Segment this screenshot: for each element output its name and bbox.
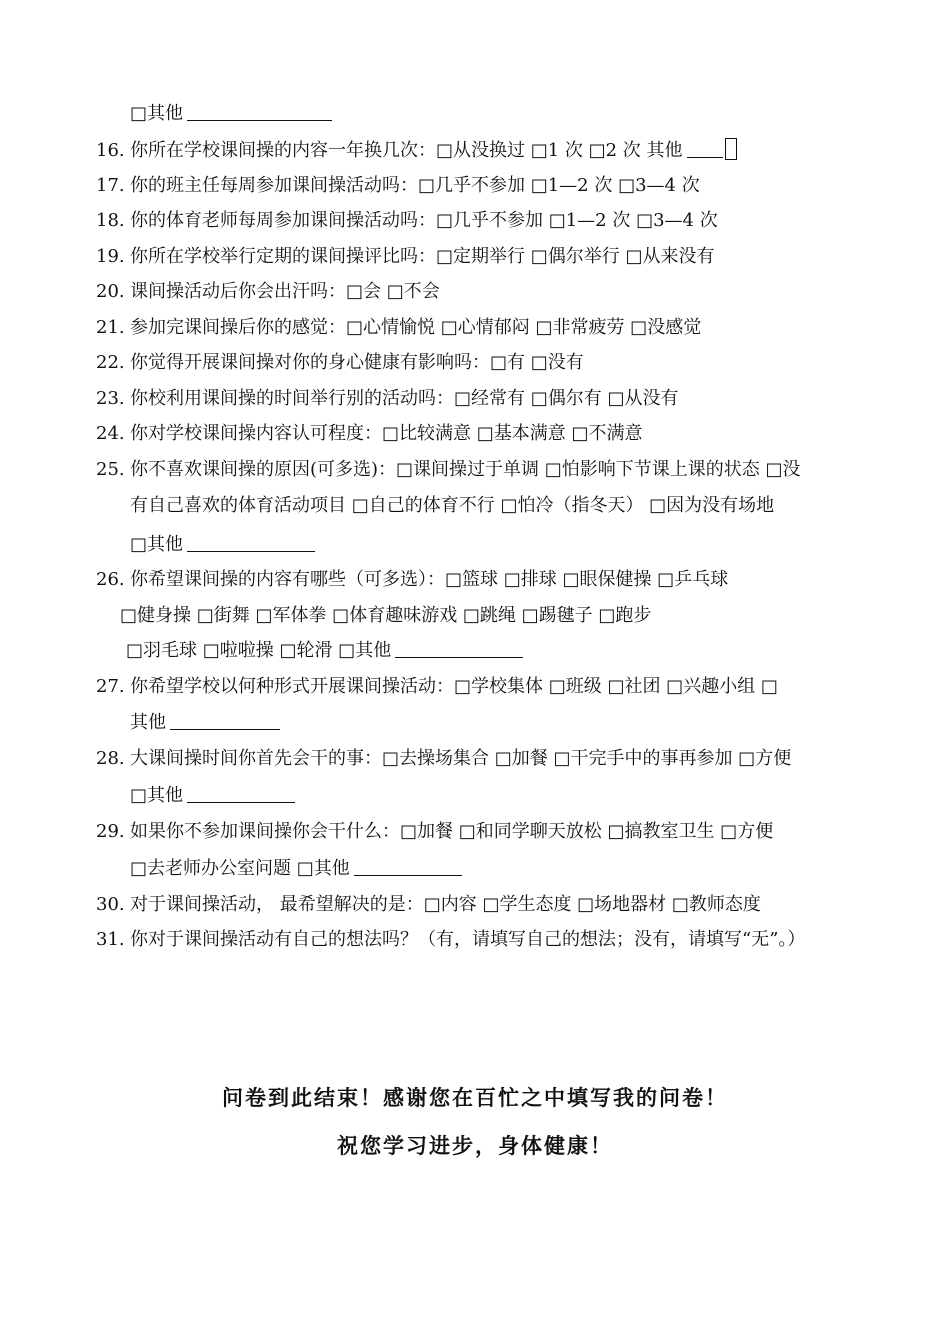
answer-box[interactable]: [725, 138, 737, 160]
question-text: 你对学校课间操内容认可程度：□比较满意 □基本满意 □不满意: [130, 423, 643, 444]
fill-in-blank[interactable]: [187, 784, 295, 803]
question-number: 21.: [96, 317, 125, 338]
fill-in-blank[interactable]: [187, 533, 315, 552]
question-line: [96, 174, 700, 198]
question-text: 你希望学校以何种形式开展课间操活动：□学校集体 □班级 □社团 □兴趣小组 □: [130, 676, 778, 697]
question-number: 26.: [96, 569, 125, 590]
question-line: [96, 387, 678, 411]
question-text: □羽毛球 □啦啦操 □轮滑 □其他: [126, 640, 392, 661]
question-number: 22.: [96, 352, 125, 373]
fill-in-blank[interactable]: [354, 857, 462, 876]
question-text: □其他: [130, 103, 184, 124]
question-number: 31.: [96, 929, 125, 950]
continuation-line: [130, 494, 774, 518]
question-text: 你对于课间操活动有自己的想法吗？（有，请填写自己的想法；没有，请填写“无”。）: [130, 929, 806, 950]
question-line: [96, 280, 440, 304]
question-text: □去老师办公室问题 □其他: [130, 858, 350, 879]
question-number: 28.: [96, 748, 125, 769]
question-line: [96, 351, 584, 375]
question-line: [96, 747, 791, 771]
question-text: 如果你不参加课间操你会干什么：□加餐 □和同学聊天放松 □搞教室卫生 □方便: [130, 821, 774, 842]
closing-message: 问卷到此结束！感谢您在百忙之中填写我的问卷！: [222, 1085, 728, 1110]
question-text: 你觉得开展课间操对你的身心健康有影响吗：□有 □没有: [130, 352, 584, 373]
question-number: 23.: [96, 388, 125, 409]
question-line: [96, 138, 737, 163]
continuation-line: [130, 711, 280, 735]
question-line: [96, 928, 805, 952]
question-line: [96, 820, 773, 844]
question-text: 对于课间操活动， 最希望解决的是：□内容 □学生态度 □场地器材 □教师态度: [130, 894, 761, 915]
question-line: [96, 316, 701, 340]
question-number: 16.: [96, 140, 125, 161]
question-text: 大课间操时间你首先会干的事：□去操场集合 □加餐 □干完手中的事再参加 □方便: [130, 748, 792, 769]
question-text: 你所在学校课间操的内容一年换几次：□从没换过 □1 次 □2 次 其他: [130, 140, 683, 161]
question-text: 你的体育老师每周参加课间操活动吗：□几乎不参加 □1—2 次 □3—4 次: [130, 210, 718, 231]
fill-in-blank[interactable]: [187, 102, 332, 121]
continuation-line: [130, 784, 295, 808]
question-text: □健身操 □街舞 □军体拳 □体育趣味游戏 □跳绳 □踢毽子 □跑步: [120, 605, 652, 626]
question-number: 18.: [96, 210, 125, 231]
question-text: 其他: [130, 712, 166, 733]
question-line: [96, 209, 718, 233]
question-number: 24.: [96, 423, 125, 444]
question-number: 25.: [96, 459, 125, 480]
question-number: 17.: [96, 175, 125, 196]
question-number: 27.: [96, 676, 125, 697]
continuation-line: [130, 533, 315, 557]
question-text: 参加完课间操后你的感觉：□心情愉悦 □心情郁闷 □非常疲劳 □没感觉: [130, 317, 702, 338]
question-text: 你所在学校举行定期的课间操评比吗：□定期举行 □偶尔举行 □从来没有: [130, 246, 715, 267]
continuation-line: [130, 857, 462, 881]
continuation-line: [126, 639, 523, 663]
question-number: 30.: [96, 894, 125, 915]
question-number: 19.: [96, 246, 125, 267]
question-line: [96, 458, 801, 482]
question-text: 课间操活动后你会出汗吗：□会 □不会: [130, 281, 440, 302]
question-line: [96, 245, 714, 269]
question-text: 有自己喜欢的体育活动项目 □自己的体育不行 □怕冷（指冬天） □因为没有场地: [130, 495, 775, 516]
question-line: [96, 675, 778, 699]
question-text: □其他: [130, 785, 184, 806]
question-text: □其他: [130, 534, 184, 555]
question-line: [96, 568, 728, 592]
question-line: [96, 422, 642, 446]
question-line: [96, 893, 761, 917]
closing-wishes: 祝您学习进步，身体健康！: [337, 1133, 613, 1158]
question-text: 你不喜欢课间操的原因(可多选)：□课间操过于单调 □怕影响下节课上课的状态 □没: [130, 459, 801, 480]
question-text: 你校利用课间操的时间举行别的活动吗：□经常有 □偶尔有 □从没有: [130, 388, 679, 409]
question-number: 29.: [96, 821, 125, 842]
question-number: 20.: [96, 281, 125, 302]
continuation-line: [120, 604, 651, 628]
fill-in-blank[interactable]: [395, 639, 523, 658]
question-text: 你的班主任每周参加课间操活动吗：□几乎不参加 □1—2 次 □3—4 次: [130, 175, 700, 196]
fill-in-blank[interactable]: [687, 139, 723, 158]
question-text: 你希望课间操的内容有哪些（可多选）：□篮球 □排球 □眼保健操 □乒乓球: [130, 569, 729, 590]
continuation-line: [130, 102, 332, 126]
fill-in-blank[interactable]: [170, 711, 280, 730]
